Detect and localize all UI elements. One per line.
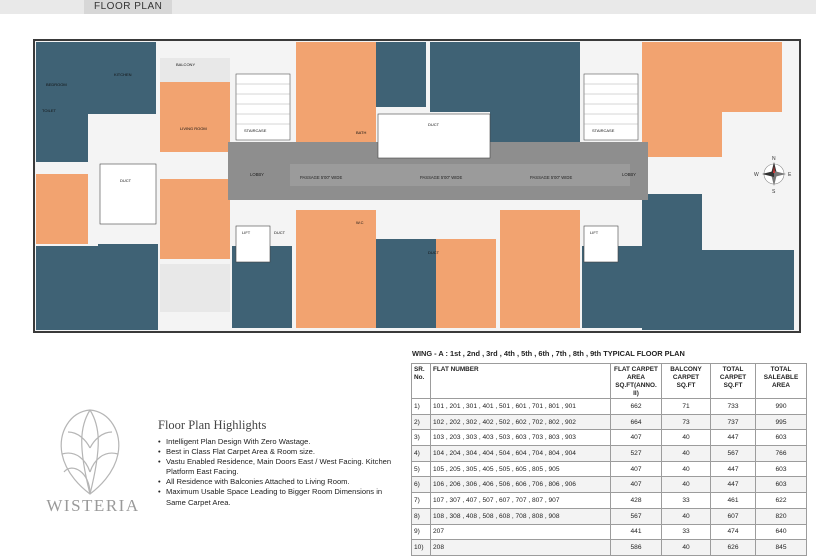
cell-total-carpet: 474	[711, 524, 756, 540]
cell-carpet: 586	[611, 540, 662, 556]
highlights-list	[158, 437, 398, 508]
col-header-sr: SR. No.	[412, 364, 431, 399]
cell-carpet: 662	[611, 399, 662, 415]
cell-balcony: 40	[662, 540, 711, 556]
page-title: FLOOR PLAN	[84, 0, 172, 14]
cell-balcony: 40	[662, 508, 711, 524]
room-label-balcony: BALCONY	[176, 62, 196, 67]
col-header-flat: FLAT NUMBER	[431, 364, 611, 399]
cell-total-carpet: 447	[711, 461, 756, 477]
highlight-item: • All Residence with Balconies Attached to Living Room.	[158, 477, 398, 487]
compass-e: E	[788, 172, 792, 178]
cell-flat-number: 104 , 204 , 304 , 404 , 504 , 604 , 704 , 804 , 904	[431, 446, 611, 462]
cell-balcony: 40	[662, 477, 711, 493]
lobby-label-right: LOBBY	[622, 172, 636, 177]
cell-total-carpet: 461	[711, 493, 756, 509]
duct-label-4: DUCT	[274, 230, 286, 235]
table-row	[412, 493, 807, 509]
room-label-wc: W.C	[356, 220, 364, 225]
table-row	[412, 461, 807, 477]
room-label-living: LIVING ROOM	[180, 126, 207, 131]
table-body	[412, 399, 807, 556]
lobby-label-left: LOBBY	[250, 172, 264, 177]
flat-area-table	[411, 363, 807, 556]
cell-sr: 8)	[412, 508, 431, 524]
lift-label-right: LIFT	[590, 230, 599, 235]
compass-w: W	[754, 172, 759, 178]
col-header-carpet: FLAT CARPET AREA SQ.FT(ANNO. II)	[611, 364, 662, 399]
passage-label-2: PASSAGE 5'00" WIDE	[420, 175, 463, 180]
cell-flat-number: 102 , 202 , 302 , 402 , 502 , 602 , 702 , 802 , 902	[431, 414, 611, 430]
cell-flat-number: 103 , 203 , 303 , 403 , 503 , 603 , 703 , 803 , 903	[431, 430, 611, 446]
room-label-bath: BATH	[356, 130, 367, 135]
cell-sr: 10)	[412, 540, 431, 556]
highlight-item: • Best in Class Flat Carpet Area & Room size.	[158, 447, 398, 457]
cell-balcony: 40	[662, 461, 711, 477]
highlight-item: • Intelligent Plan Design With Zero Wastage.	[158, 437, 398, 447]
table-row	[412, 414, 807, 430]
col-header-total-carpet: TOTAL CARPET SQ.FT	[711, 364, 756, 399]
cell-sr: 4)	[412, 446, 431, 462]
cell-saleable: 820	[756, 508, 807, 524]
compass-s: S	[772, 189, 776, 195]
cell-flat-number: 106 , 206 , 306 , 406 , 506 , 606 , 706 , 806 , 906	[431, 477, 611, 493]
cell-sr: 9)	[412, 524, 431, 540]
cell-flat-number: 105 , 205 , 305 , 405 , 505 , 605 , 805 , 905	[431, 461, 611, 477]
cell-saleable: 603	[756, 430, 807, 446]
cell-total-carpet: 737	[711, 414, 756, 430]
room-label-kitchen: KITCHEN	[114, 72, 132, 77]
logo-wordmark: WISTERIA	[46, 496, 140, 515]
table-row	[412, 524, 807, 540]
table-row	[412, 430, 807, 446]
compass-n: N	[772, 156, 776, 162]
cell-saleable: 603	[756, 461, 807, 477]
cell-flat-number: 208	[431, 540, 611, 556]
cell-saleable: 845	[756, 540, 807, 556]
duct-label-2: DUCT	[428, 122, 440, 127]
highlight-item: • Vastu Enabled Residence, Main Doors East / West Facing. Kitchen Platform East Facing.	[158, 457, 398, 477]
cell-carpet: 407	[611, 430, 662, 446]
table-row	[412, 399, 807, 415]
cell-flat-number: 207	[431, 524, 611, 540]
highlights-panel	[158, 418, 398, 508]
cell-balcony: 33	[662, 524, 711, 540]
cell-sr: 5)	[412, 461, 431, 477]
cell-total-carpet: 447	[711, 430, 756, 446]
col-header-saleable: TOTAL SALEABLE AREA	[756, 364, 807, 399]
cell-carpet: 407	[611, 461, 662, 477]
cell-carpet: 441	[611, 524, 662, 540]
table-row	[412, 446, 807, 462]
cell-balcony: 73	[662, 414, 711, 430]
cell-total-carpet: 626	[711, 540, 756, 556]
cell-saleable: 990	[756, 399, 807, 415]
cell-carpet: 428	[611, 493, 662, 509]
floor-plan-drawing	[0, 14, 816, 336]
cell-carpet: 407	[611, 477, 662, 493]
table-row	[412, 540, 807, 556]
cell-saleable: 995	[756, 414, 807, 430]
staircase-label-right: STAIRCASE	[592, 128, 615, 133]
table-header-row	[412, 364, 807, 399]
room-label-bedroom: BEDROOM	[46, 82, 67, 87]
cell-total-carpet: 567	[711, 446, 756, 462]
cell-saleable: 603	[756, 477, 807, 493]
table-row	[412, 477, 807, 493]
cell-carpet: 664	[611, 414, 662, 430]
cell-saleable: 766	[756, 446, 807, 462]
passage-label-3: PASSAGE 5'00" WIDE	[530, 175, 573, 180]
cell-saleable: 622	[756, 493, 807, 509]
passage-label-1: PASSAGE 5'00" WIDE	[300, 175, 343, 180]
cell-balcony: 40	[662, 430, 711, 446]
cell-sr: 1)	[412, 399, 431, 415]
cell-total-carpet: 447	[711, 477, 756, 493]
highlight-item: • Maximum Usable Space Leading to Bigger Room Dimensions in Same Carpet Area.	[158, 487, 398, 507]
cell-total-carpet: 733	[711, 399, 756, 415]
cell-flat-number: 107 , 307 , 407 , 507 , 607 , 707 , 807 , 907	[431, 493, 611, 509]
col-header-balcony: BALCONY CARPET SQ.FT	[662, 364, 711, 399]
cell-sr: 2)	[412, 414, 431, 430]
cell-balcony: 71	[662, 399, 711, 415]
cell-carpet: 567	[611, 508, 662, 524]
duct-label-1: DUCT	[120, 178, 132, 183]
cell-sr: 6)	[412, 477, 431, 493]
cell-carpet: 527	[611, 446, 662, 462]
table-title: WING - A : 1st , 2nd , 3rd , 4th , 5th , 6th , 7th , 8th , 9th TYPICAL FLOOR PLAN	[412, 349, 685, 358]
cell-flat-number: 101 , 201 , 301 , 401 , 501 , 601 , 701 , 801 , 901	[431, 399, 611, 415]
cell-sr: 3)	[412, 430, 431, 446]
cell-sr: 7)	[412, 493, 431, 509]
cell-total-carpet: 607	[711, 508, 756, 524]
cell-balcony: 33	[662, 493, 711, 509]
cell-flat-number: 108 , 308 , 408 , 508 , 608 , 708 , 808 , 908	[431, 508, 611, 524]
lift-label-left: LIFT	[242, 230, 251, 235]
highlights-title: Floor Plan Highlights	[158, 418, 267, 432]
room-label-toilet: TOILET	[42, 108, 56, 113]
duct-label-3: DUCT	[428, 250, 440, 255]
table-row	[412, 508, 807, 524]
cell-balcony: 40	[662, 446, 711, 462]
staircase-label-left: STAIRCASE	[244, 128, 267, 133]
cell-saleable: 640	[756, 524, 807, 540]
